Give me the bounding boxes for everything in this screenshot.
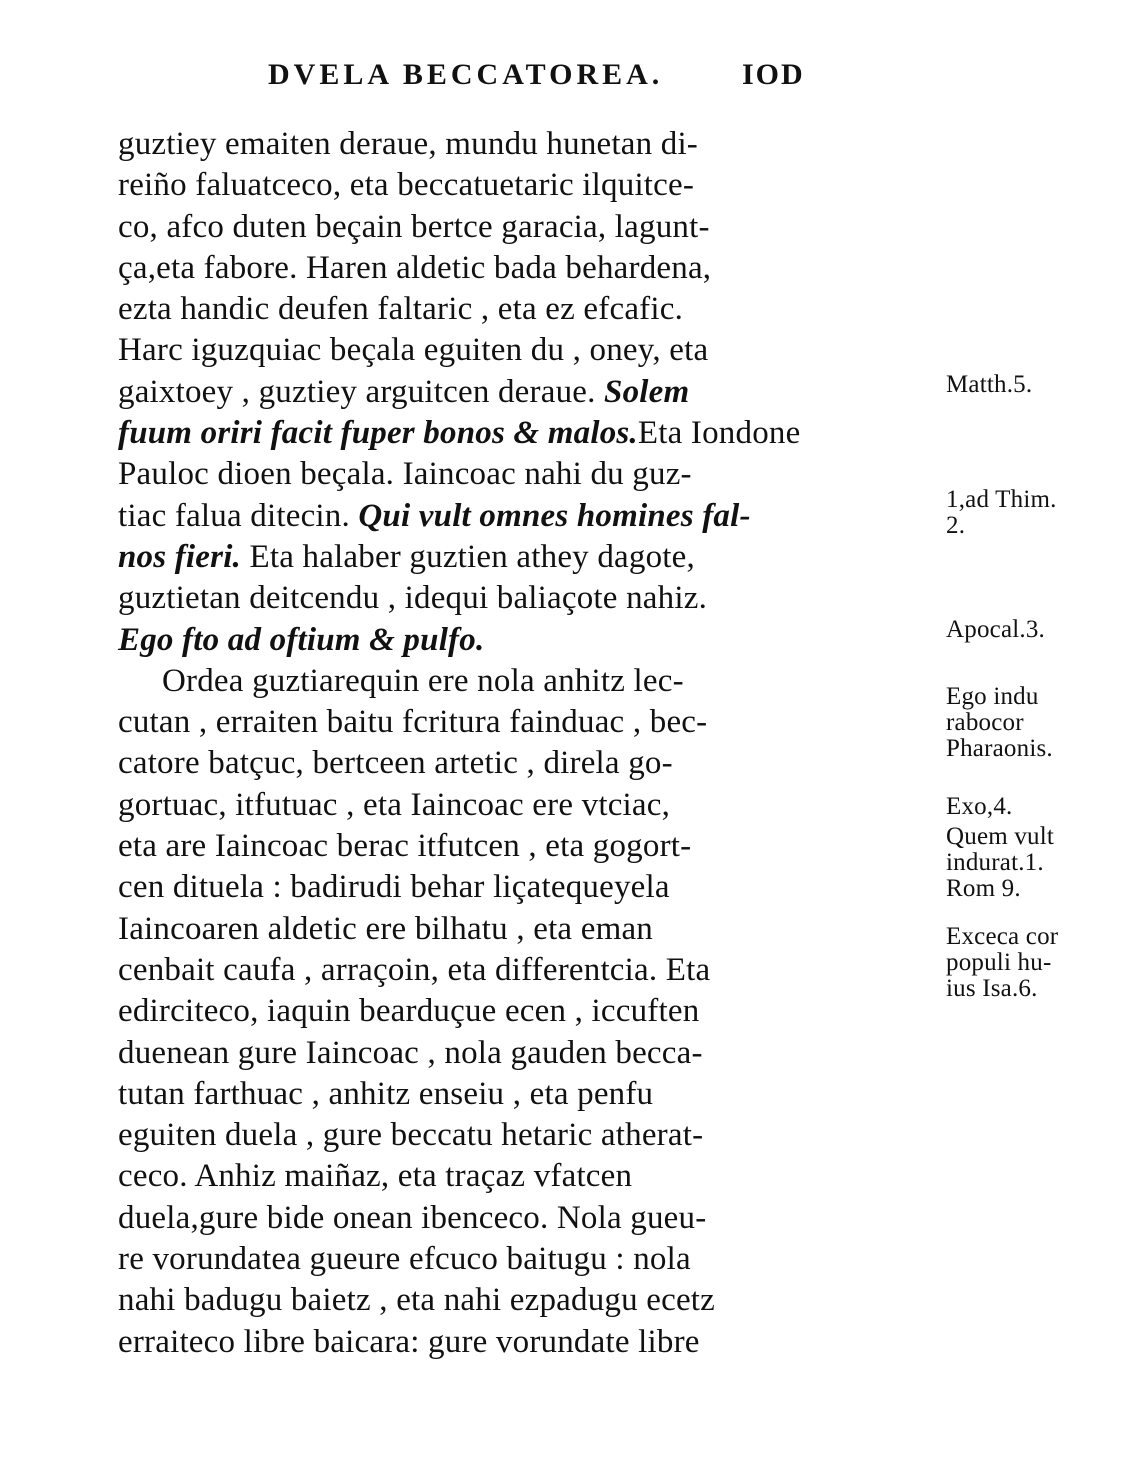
line-text: erraiteco libre baicara: gure vorundate libre bbox=[118, 1323, 700, 1360]
margin-note-exceca: Exceca cor populi hu- ius Isa.6. bbox=[946, 923, 1059, 1002]
latin-quotation: fuum oriri facit fuper bonos & malos. bbox=[118, 415, 638, 452]
text-line bbox=[118, 785, 830, 826]
text-line bbox=[118, 537, 830, 578]
line-text: nahi badugu baietz , eta nahi ezpadugu ecetz bbox=[118, 1282, 716, 1319]
latin-quotation: Solem bbox=[604, 373, 690, 410]
line-text: Ordea guztiarequin ere nola anhitz lec- bbox=[162, 662, 684, 699]
text-line bbox=[118, 372, 830, 413]
text-line bbox=[118, 1280, 830, 1321]
text-line bbox=[118, 248, 830, 289]
margin-note-thim: 1,ad Thim. 2. bbox=[946, 486, 1057, 539]
line-text: tiac falua ditecin. bbox=[118, 497, 359, 534]
running-head: DVELA BECCATOREA. bbox=[268, 58, 664, 91]
text-line bbox=[118, 207, 830, 248]
latin-quotation: nos fieri. bbox=[118, 538, 242, 575]
line-text: Harc iguzquiac beçala eguiten du , oney, eta bbox=[118, 332, 709, 369]
text-line bbox=[118, 1033, 830, 1074]
text-line bbox=[118, 578, 830, 619]
margin-note-exo: Exo,4. bbox=[946, 793, 1013, 820]
line-text: reiño faluatceco, eta beccatuetaric ilquitce- bbox=[118, 167, 695, 204]
margin-note-ego-indu: Ego indu rabocor Pharaonis. bbox=[946, 683, 1053, 762]
line-text: ceco. Anhiz maiñaz, eta traçaz vfatcen bbox=[118, 1158, 633, 1195]
page-header bbox=[0, 58, 1023, 98]
text-line bbox=[118, 1239, 830, 1280]
latin-quotation: Qui vult omnes homines fal- bbox=[358, 497, 751, 534]
line-text: eguiten duela , gure beccatu hetaric atherat- bbox=[118, 1117, 704, 1154]
text-line bbox=[118, 1115, 830, 1156]
text-line bbox=[118, 1156, 830, 1197]
line-text: cutan , erraiten baitu fcritura fainduac , bec- bbox=[118, 704, 708, 741]
line-text: tutan farthuac , anhitz enseiu , eta penfu bbox=[118, 1075, 654, 1112]
text-line bbox=[118, 124, 830, 165]
line-text: Iaincoaren aldetic ere bilhatu , eta eman bbox=[118, 910, 653, 947]
line-text: Eta Iondone bbox=[637, 415, 801, 452]
line-text: ça,eta fabore. Haren aldetic bada behardena, bbox=[118, 249, 712, 286]
text-line bbox=[118, 330, 830, 371]
text-line bbox=[118, 661, 830, 702]
text-line bbox=[118, 165, 830, 206]
margin-note-apocal: Apocal.3. bbox=[946, 616, 1045, 643]
line-text: eta are Iaincoac berac itfutcen , eta gogort- bbox=[118, 828, 692, 865]
line-text: co, afco duten beçain bertce garacia, lagunt- bbox=[118, 208, 710, 245]
line-text: gortuac, itfutuac , eta Iaincoac ere vtciac, bbox=[118, 786, 671, 823]
line-text: gaixtoey , guztiey arguitcen deraue. bbox=[118, 373, 605, 410]
text-line bbox=[118, 826, 830, 867]
text-line bbox=[118, 991, 830, 1032]
line-text: guztietan deitcendu , idequi baliaçote nahiz. bbox=[118, 580, 708, 617]
line-text: guztiey emaiten deraue, mundu hunetan di- bbox=[118, 126, 698, 162]
text-line bbox=[118, 496, 830, 537]
text-line bbox=[118, 289, 830, 330]
text-lines bbox=[118, 124, 830, 1363]
line-text: Pauloc dioen beçala. Iaincoac nahi du guz- bbox=[118, 456, 692, 493]
line-text: ezta handic deufen faltaric , eta ez efcafic. bbox=[118, 291, 684, 328]
text-line bbox=[118, 909, 830, 950]
page-number: IOD bbox=[742, 58, 805, 91]
line-text: cen dituela : badirudi behar liçatequeyela bbox=[118, 869, 670, 906]
main-text-block bbox=[118, 124, 1059, 1363]
line-text: Eta halaber guztien athey dagote, bbox=[241, 538, 695, 575]
text-line bbox=[118, 1198, 830, 1239]
text-line bbox=[118, 702, 830, 743]
margin-note-quem-vult: Quem vult indurat.1. Rom 9. bbox=[946, 823, 1055, 902]
text-line bbox=[118, 1074, 830, 1115]
margin-note-matth: Matth.5. bbox=[946, 371, 1033, 398]
text-line bbox=[118, 743, 830, 784]
line-text: edirciteco, iaquin bearduçue ecen , iccuften bbox=[118, 993, 700, 1030]
text-line bbox=[118, 620, 830, 661]
latin-quotation: Ego fto ad oftium & pulfo. bbox=[118, 621, 485, 658]
text-line bbox=[118, 1322, 830, 1363]
line-text: duenean gure Iaincoac , nola gauden becca- bbox=[118, 1034, 703, 1071]
line-text: catore batçuc, bertceen artetic , direla go- bbox=[118, 745, 673, 782]
line-text: duela,gure bide onean ibenceco. Nola gueu- bbox=[118, 1199, 707, 1236]
line-text: re vorundatea gueure efcuco baitugu : nola bbox=[118, 1241, 691, 1278]
text-line bbox=[118, 454, 830, 495]
text-line bbox=[118, 413, 830, 454]
line-text: cenbait caufa , arraçoin, eta differentcia. Eta bbox=[118, 951, 711, 988]
text-line bbox=[118, 950, 830, 991]
text-line bbox=[118, 867, 830, 908]
